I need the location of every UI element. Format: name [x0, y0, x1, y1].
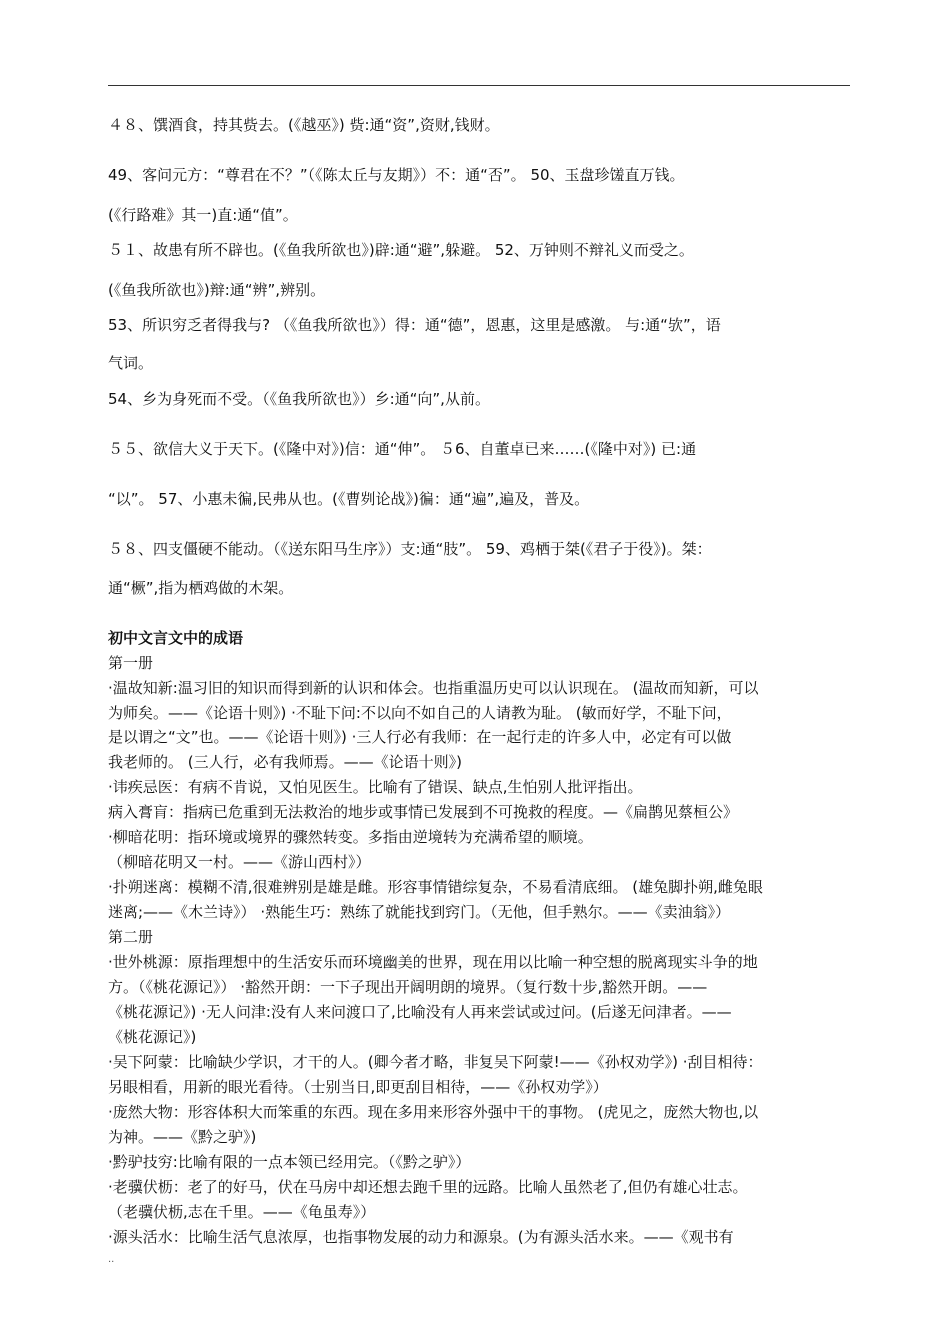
text-line: ４８、馔酒食，持其赀去。(《越巫》) 赀:通“资”,资财,钱财。 [108, 116, 500, 134]
text-line: ５８、四支僵硬不能动。（《送东阳马生序》）支:通“肢”。 59、鸡栖于桀(《君子于役》)。桀： [108, 540, 712, 558]
text-line: 49、客问元方：“尊君在不？”（《陈太丘与友期》）不：通“否”。 50、玉盘珍馐直万钱。 [108, 166, 685, 184]
text-line: 另眼相看，用新的眼光看待。（士别当日,即更刮目相待，——《孙权劝学》） [108, 1078, 608, 1096]
section-title: 初中文言文中的成语 [108, 629, 244, 647]
text-line: (《鱼我所欲也》)辩:通“辨”,辨别。 [108, 281, 326, 299]
text-line: 《桃花源记》) ·无人问津:没有人来问渡口了,比喻没有人再来尝试或过问。(后遂无问津者。—— [108, 1003, 732, 1021]
text-line: 是以谓之“文”也。——《论语十则》) ·三人行必有我师：在一起行走的许多人中，必定有可以做 [108, 728, 732, 746]
text-line: 为神。——《黔之驴》) [108, 1128, 257, 1146]
text-line: ·吴下阿蒙：比喻缺少学识，才干的人。(卿今者才略，非复吴下阿蒙!——《孙权劝学》) ·刮目相待： [108, 1053, 763, 1071]
text-line: ·柳暗花明：指环境或境界的骤然转变。多指由逆境转为充满希望的顺境。 [108, 828, 593, 846]
text-line: 病入膏肓：指病已危重到无法救治的地步或事情已发展到不可挽救的程度。—《扁鹊见蔡桓公》 [108, 803, 739, 821]
text-line: 《桃花源记》) [108, 1028, 197, 1046]
text-line: (《行路难》其一)直:通“值”。 [108, 206, 298, 224]
text-line: “以”。 57、小惠未徧,民弗从也。(《曹刿论战》)徧：通“遍”,遍及，普及。 [108, 490, 590, 508]
text-line: （老骥伏枥,志在千里。——《龟虽寿》） [108, 1203, 376, 1221]
text-line: ·庞然大物：形容体积大而笨重的东西。现在多用来形容外强中干的事物。 (虎见之，庞然大物也,以 [108, 1103, 759, 1121]
text-line: ５５、欲信大义于天下。(《隆中对》)信：通“伸”。 ５6、自董卓已来……(《隆中对》) 已:通 [108, 440, 697, 458]
text-line: 为师矣。——《论语十则》) ·不耻下问:不以向不如自己的人请教为耻。 (敏而好学，不耻下问， [108, 704, 732, 722]
text-line: ·老骥伏枥：老了的好马，伏在马房中却还想去跑千里的远路。比喻人虽然老了,但仍有雄心壮志。 [108, 1178, 748, 1196]
text-line: ·温故知新:温习旧的知识而得到新的认识和体会。也指重温历史可以认识现在。 (温故而知新，可以 [108, 679, 759, 697]
volume-heading: 第二册 [108, 928, 154, 946]
text-line: 气词。 [108, 354, 154, 372]
text-line: 我老师的。 (三人行，必有我师焉。——《论语十则》) [108, 753, 462, 771]
text-line: ·源头活水：比喻生活气息浓厚，也指事物发展的动力和源泉。(为有源头活水来。——《观书有 [108, 1228, 734, 1246]
volume-heading: 第一册 [108, 654, 154, 672]
text-line: 通“橛”,指为栖鸡做的木架。 [108, 579, 294, 597]
text-line: 53、所识穷乏者得我与? （《鱼我所欲也》）得：通“德”，恩惠，这里是感激。 与:通“欤”，语 [108, 316, 721, 334]
text-line: 迷离;——《木兰诗》） ·熟能生巧：熟练了就能找到窍门。（无他，但手熟尔。——《卖油翁》） [108, 903, 731, 921]
text-line: ·扑朔迷离：模糊不清,很难辨别是雄是雌。形容事情错综复杂，不易看清底细。 (雄兔脚扑朔,雌兔眼 [108, 878, 763, 896]
text-line: （柳暗花明又一村。——《游山西村》） [108, 853, 371, 871]
header-rule [108, 85, 850, 86]
text-line: ·世外桃源：原指理想中的生活安乐而环境幽美的世界，现在用以比喻一种空想的脱离现实斗争的地 [108, 953, 758, 971]
text-line: ·黔驴技穷:比喻有限的一点本领已经用完。（《黔之驴》） [108, 1153, 471, 1171]
text-line: ５１、故患有所不辟也。(《鱼我所欲也》)辟:通“避”,躲避。 52、万钟则不辩礼义而受之。 [108, 241, 694, 259]
text-line: ·讳疾忌医：有病不肯说，又怕见医生。比喻有了错误、缺点,生怕别人批评指出。 [108, 778, 643, 796]
text-line: 54、乡为身死而不受。（《鱼我所欲也》）乡:通“向”,从前。 [108, 390, 490, 408]
text-line: 方。（《桃花源记》） ·豁然开朗：一下子现出开阔明朗的境界。（复行数十步,豁然开朗。—— [108, 978, 708, 996]
continuation-dots: .. [108, 1254, 115, 1265]
